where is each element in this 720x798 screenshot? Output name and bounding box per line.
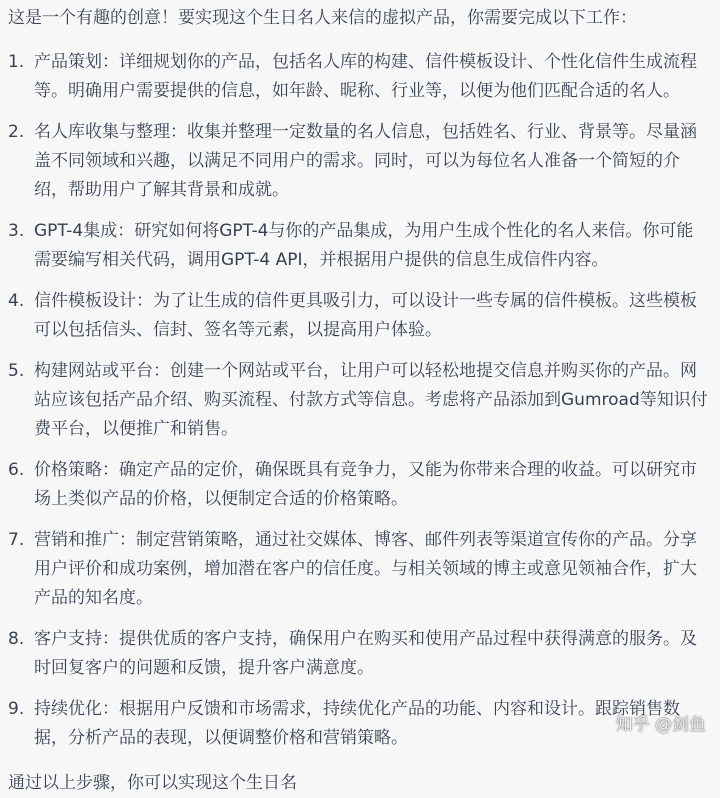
step-text: 产品策划：详细规划你的产品，包括名人库的构建、信件模板设计、个性化信件生成流程等。明确用户需要提供的信息，如年龄、昵称、行业等，以便为他们匹配合适的名人。 — [34, 52, 697, 101]
list-item — [8, 48, 710, 106]
list-item — [8, 217, 710, 275]
step-text: 客户支持：提供优质的客户支持，确保用户在购买和使用产品过程中获得满意的服务。及时回复客户的问题和反馈，提升客户满意度。 — [34, 629, 697, 678]
list-item — [8, 118, 710, 205]
step-number: 7. — [8, 530, 25, 550]
step-text: 构建网站或平台：创建一个网站或平台，让用户可以轻松地提交信息并购买你的产品。网站应该包括产品介绍、购买流程、付款方式等信息。考虑将产品添加到Gumroad等知识付费平台，以便推广和销售。 — [34, 361, 708, 439]
step-number: 2. — [8, 122, 25, 142]
step-number: 9. — [8, 699, 25, 719]
step-text: 持续优化：根据用户反馈和市场需求，持续优化产品的功能、内容和设计。跟踪销售数据，分析产品的表现，以便调整价格和营销策略。 — [34, 699, 680, 748]
step-text: 名人库收集与整理：收集并整理一定数量的名人信息，包括姓名、行业、背景等。尽量涵盖不同领域和兴趣，以满足不同用户的需求。同时，可以为每位名人准备一个简短的介绍，帮助用户了解其背景和成就。 — [34, 122, 697, 200]
step-text: 信件模板设计：为了让生成的信件更具吸引力，可以设计一些专属的信件模板。这些模板可以包括信头、信封、签名等元素，以提高用户体验。 — [34, 291, 697, 340]
step-text: GPT-4集成：研究如何将GPT-4与你的产品集成，为用户生成个性化的名人来信。你可能需要编写相关代码，调用GPT-4 API，并根据用户提供的信息生成信件内容。 — [34, 221, 694, 270]
list-item — [8, 357, 710, 444]
intro-text: 这是一个有趣的创意！要实现这个生日名人来信的虚拟产品，你需要完成以下工作： — [8, 8, 637, 28]
step-number: 5. — [8, 361, 25, 381]
list-item — [8, 287, 710, 345]
closing-text: 通过以上步骤，你可以实现这个生日名 — [8, 773, 297, 793]
step-text: 价格策略：确定产品的定价，确保既具有竞争力，又能为你带来合理的收益。可以研究市场上类似产品的价格，以便制定合适的价格策略。 — [34, 460, 697, 509]
zhihu-watermark: 知乎 @剑鱼 — [615, 715, 706, 735]
list-item — [8, 526, 710, 613]
step-number: 1. — [8, 52, 25, 72]
list-item — [8, 625, 710, 683]
step-list — [8, 48, 710, 753]
step-number: 4. — [8, 291, 25, 311]
step-text: 营销和推广：制定营销策略，通过社交媒体、博客、邮件列表等渠道宣传你的产品。分享用户评价和成功案例，增加潜在客户的信任度。与相关领域的博主或意见领袖合作，扩大产品的知名度。 — [34, 530, 697, 608]
step-number: 6. — [8, 460, 25, 480]
step-number: 3. — [8, 221, 25, 241]
list-item — [8, 456, 710, 514]
step-number: 8. — [8, 629, 25, 649]
list-item — [8, 695, 710, 753]
